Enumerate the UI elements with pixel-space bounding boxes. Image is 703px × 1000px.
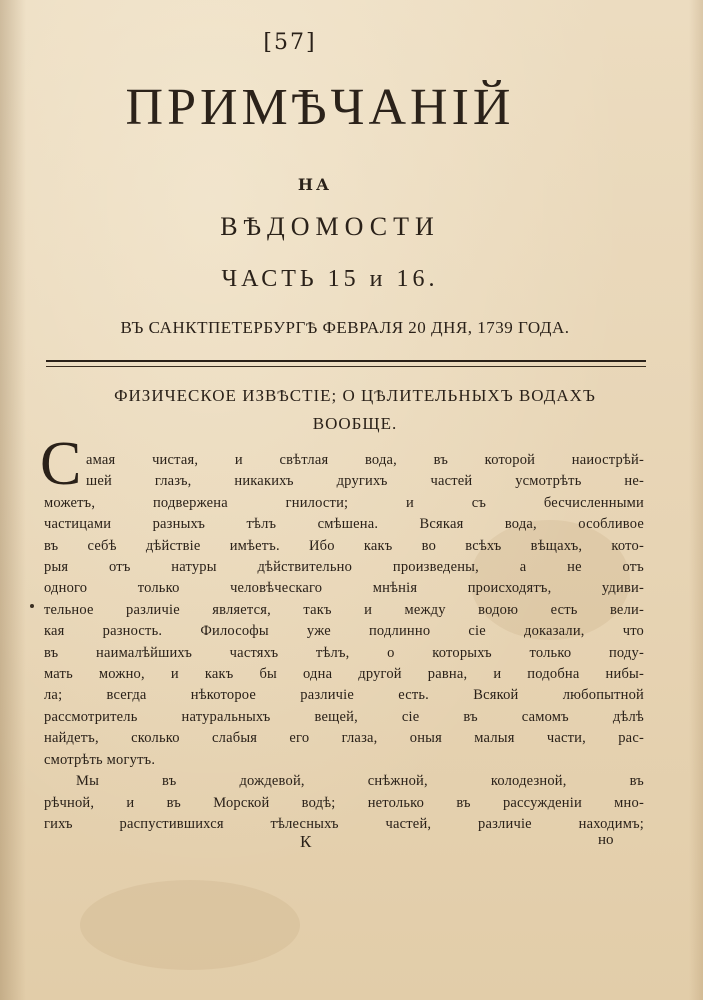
divider-rule — [46, 360, 646, 362]
body-text — [44, 450, 644, 835]
catchword: но — [598, 832, 614, 848]
paper-stain — [80, 880, 300, 970]
text-line: ла; всегда нѣкоторое различіе есть. Всякой любопытной — [44, 687, 644, 704]
subtitle-part: ЧАСТЬ 15 и 16. — [221, 266, 439, 292]
page-spine-shadow — [0, 0, 26, 1000]
date-line: ВЪ САНКТПЕТЕРБУРГѢ ФЕВРАЛЯ 20 ДНЯ, 1739 ГОДА. — [120, 318, 570, 337]
text-line: рѣчной, и въ Морской водѣ; нетолько въ рассужденіи мно- — [44, 794, 644, 811]
text-line: въ себѣ дѣйствіе имѣетъ. Ибо какъ во всѣхъ вѣщахъ, кото- — [44, 537, 644, 554]
text-line: смотрѣть могутъ. — [44, 751, 156, 768]
text-line: одного только человѣческаго мнѣнія происходятъ, удиви- — [44, 580, 644, 597]
text-line: амая чистая, и свѣтлая вода, въ которой наиострѣй- — [86, 452, 644, 468]
text-line: найдетъ, сколько слабыя его глаза, оныя малыя части, рас- — [44, 730, 644, 747]
text-line: рассмотритель натуральныхъ вещей, сіе въ самомъ дѣлѣ — [44, 708, 644, 725]
text-line: шей глазъ, никакихъ другихъ частей усмотрѣть не- — [86, 473, 644, 490]
section-heading — [40, 382, 670, 438]
divider-rule-thin — [46, 366, 646, 367]
text-line: частицами разныхъ тѣлъ смѣшена. Всякая вода, особливое — [44, 516, 644, 533]
text-line: тельное различіе является, такъ и между водою есть вели- — [44, 601, 644, 618]
subtitle-na: НА — [297, 175, 333, 194]
page-edge-shadow — [689, 0, 703, 1000]
section-heading-line: ВООБЩЕ. — [312, 414, 398, 433]
text-line: гихъ распустившихся тѣлесныхъ частей, различіе находимъ; — [44, 815, 644, 832]
margin-mark — [30, 604, 34, 608]
signature-mark: К — [300, 832, 312, 851]
text-line: въ наималѣйшихъ частяхъ тѣлъ, о которыхъ только поду- — [44, 644, 644, 661]
text-line: можетъ, подвержена гнилости; и съ бесчисленными — [44, 494, 644, 511]
text-line: мать можно, и какъ бы одна другой равна, и подобна нибы- — [44, 666, 644, 683]
text-line: Мы въ дождевой, снѣжной, колодезной, въ — [76, 773, 644, 790]
text-line: рыя отъ натуры дѣйствительно произведены, а не отъ — [44, 559, 644, 576]
subtitle-vedomosti: ВѢДОМОСТИ — [220, 212, 440, 241]
page-title: ПРИМѢЧАНІЙ — [125, 79, 515, 136]
page-number: [57] — [263, 30, 317, 55]
section-heading-line: ФИЗИЧЕСКОЕ ИЗВѢСТІЕ; О ЦѢЛИТЕЛЬНЫХЪ ВОДАХЪ — [114, 386, 596, 405]
text-line: кая разность. Философы уже подлинно сіе доказали, что — [44, 623, 644, 640]
drop-cap: С — [40, 430, 82, 498]
